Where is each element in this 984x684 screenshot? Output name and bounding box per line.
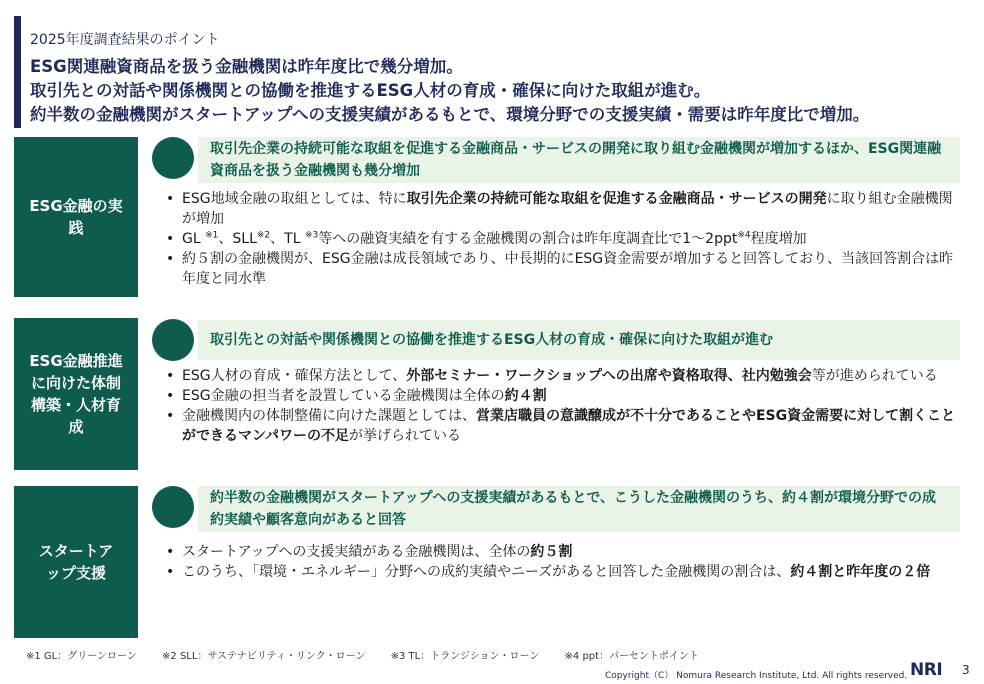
- section-bullets: [162, 542, 960, 582]
- list-item: • このうち、「環境・エネルギー」分野への成約実績やニーズがあると回答した金融機関の割合は、約４割と昨年度の２倍: [166, 564, 931, 580]
- section-esg-structure: [14, 318, 960, 470]
- section-startup-support: [14, 486, 960, 638]
- header-accent-bar: [14, 16, 21, 128]
- list-item: • 約５割の金融機関が、ESG金融は成長領域であり、中長期的にESG資金需要が増加すると回答しており、当該回答割合は昨年度と同水準: [166, 251, 954, 287]
- summary-line: ESG関連融資商品を扱う金融機関は昨年度比で幾分増加。: [30, 57, 463, 76]
- summary-line: 約半数の金融機関がスタートアップへの支援実績があるもとで、環境分野での支援実績・需要は昨年度比で増加。: [30, 105, 870, 124]
- summary-line: 取引先との対話や関係機関との協働を推進するESG人材の育成・確保に向けた取組が進む。: [30, 81, 711, 100]
- section-bullets: [162, 189, 960, 289]
- section-headline: 約半数の金融機関がスタートアップへの支援実績があるもとで、こうした金融機関のうち、約４割が環境分野での成約実績や顧客意向があると回答: [198, 486, 960, 532]
- footnote: ※2 SLL：サステナビリティ・リンク・ローン: [162, 651, 366, 662]
- list-item: • ESG地域金融の取組としては、特に取引先企業の持続可能な取組を促進する金融商品・サービスの開発に取り組む金融機関が増加: [166, 191, 953, 227]
- section-circle-icon: [152, 319, 194, 361]
- section-circle-icon: [152, 486, 194, 528]
- list-item: • GL $^{※1}$、SLL$^{※2}$、TL $^{※3}$等への融資実績を有する金融機関の割合は昨年度調査比で1～2ppt$^{※4}$程度増加: [166, 230, 807, 247]
- footnotes: [26, 647, 721, 662]
- section-label: スタートアップ支援: [14, 486, 138, 638]
- list-item: • ESG人材の育成・確保方法として、外部セミナー・ワークショップへの出席や資格取得、社内勉強会等が進められている: [166, 368, 938, 384]
- list-item: • 金融機関内の体制整備に向けた課題としては、営業店職員の意識醸成が不十分であることやESG資金需要に対して割くことができるマンパワーの不足が挙げられている: [166, 408, 956, 444]
- list-item: • スタートアップへの支援実績がある金融機関は、全体の約５割: [166, 544, 573, 560]
- nri-logo: NRI: [910, 660, 943, 680]
- list-item: • ESG金融の担当者を設置している金融機関は全体の約４割: [166, 388, 547, 404]
- footnote: ※3 TL：トランジション・ローン: [390, 651, 540, 662]
- footnote: ※4 ppt：パーセントポイント: [564, 651, 699, 662]
- section-headline: 取引先との対話や関係機関との協働を推進するESG人材の育成・確保に向けた取組が進む: [198, 320, 960, 360]
- header-subtitle: 2025年度調査結果のポイント: [30, 32, 220, 48]
- section-label: ESG金融推進に向けた体制構築・人材育成: [14, 318, 138, 470]
- section-bullets: [162, 366, 960, 446]
- section-headline: 取引先企業の持続可能な取組を促進する金融商品・サービスの開発に取り組む金融機関が増加するほか、ESG関連融資商品を扱う金融機関も幾分増加: [198, 137, 960, 183]
- copyright: Copyright（C） Nomura Research Institute, Ltd. All rights reserved.: [605, 671, 908, 681]
- section-circle-icon: [152, 137, 194, 179]
- section-esg-practice: [14, 137, 960, 297]
- page-number: 3: [962, 663, 970, 677]
- footnote: ※1 GL：グリーンローン: [26, 651, 137, 662]
- header-summary: [30, 55, 975, 127]
- section-label: ESG金融の実践: [14, 137, 138, 297]
